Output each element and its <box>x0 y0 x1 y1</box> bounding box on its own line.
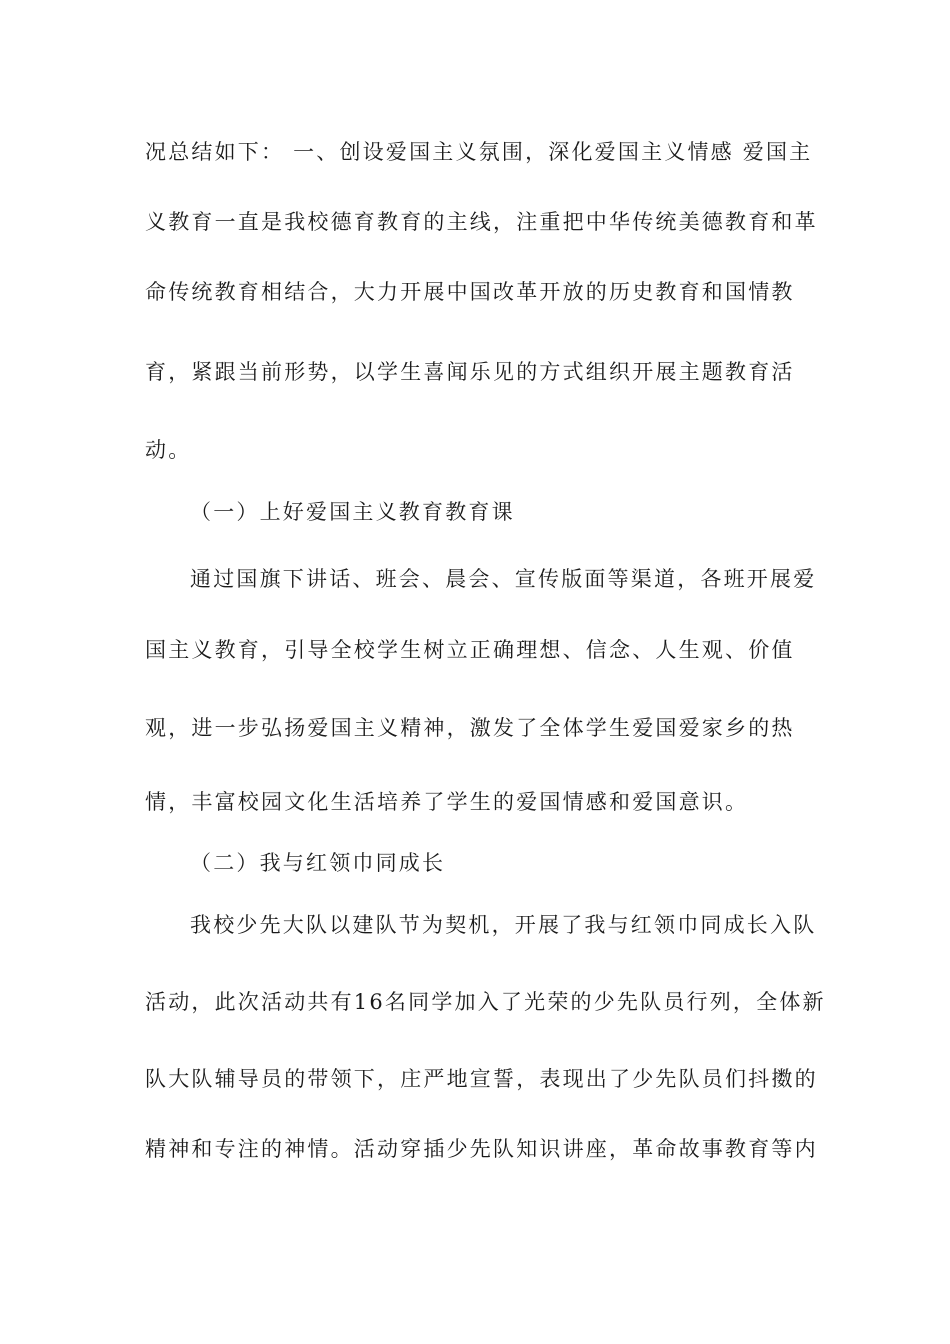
text-line: 情，丰富校园文化生活培养了学生的爱国情感和爱国意识。 <box>145 790 749 814</box>
text-line: 精神和专注的神情。活动穿插少先队知识讲座，革命故事教育等内 <box>145 1137 818 1161</box>
text-line: 动。 <box>145 438 192 462</box>
text-line: 国主义教育，引导全校学生树立正确理想、信念、人生观、价值 <box>145 638 795 662</box>
text-line: 育，紧跟当前形势，以学生喜闻乐见的方式组织开展主题教育活 <box>145 360 795 384</box>
text-line: 况总结如下： 一、创设爱国主义氛围，深化爱国主义情感 爱国主 <box>145 140 813 164</box>
text-line: 通过国旗下讲话、班会、晨会、宣传版面等渠道，各班开展爱 <box>190 567 817 591</box>
text-line: 观，进一步弘扬爱国主义精神，激发了全体学生爱国爱家乡的热 <box>145 716 795 740</box>
text-line: 义教育一直是我校德育教育的主线，注重把中华传统美德教育和革 <box>145 210 818 234</box>
text-line: 队大队辅导员的带领下，庄严地宣誓，表现出了少先队员们抖擞的 <box>145 1067 818 1091</box>
text-line: 我校少先大队以建队节为契机，开展了我与红领巾同成长入队 <box>190 913 817 937</box>
text-line: 命传统教育相结合，大力开展中国改革开放的历史教育和国情教 <box>145 280 795 304</box>
text-line: 活动，此次活动共有16名同学加入了光荣的少先队员行列，全体新 <box>145 990 826 1014</box>
section-heading: （二）我与红领巾同成长 <box>190 851 446 875</box>
section-heading: （一）上好爱国主义教育教育课 <box>190 500 515 524</box>
